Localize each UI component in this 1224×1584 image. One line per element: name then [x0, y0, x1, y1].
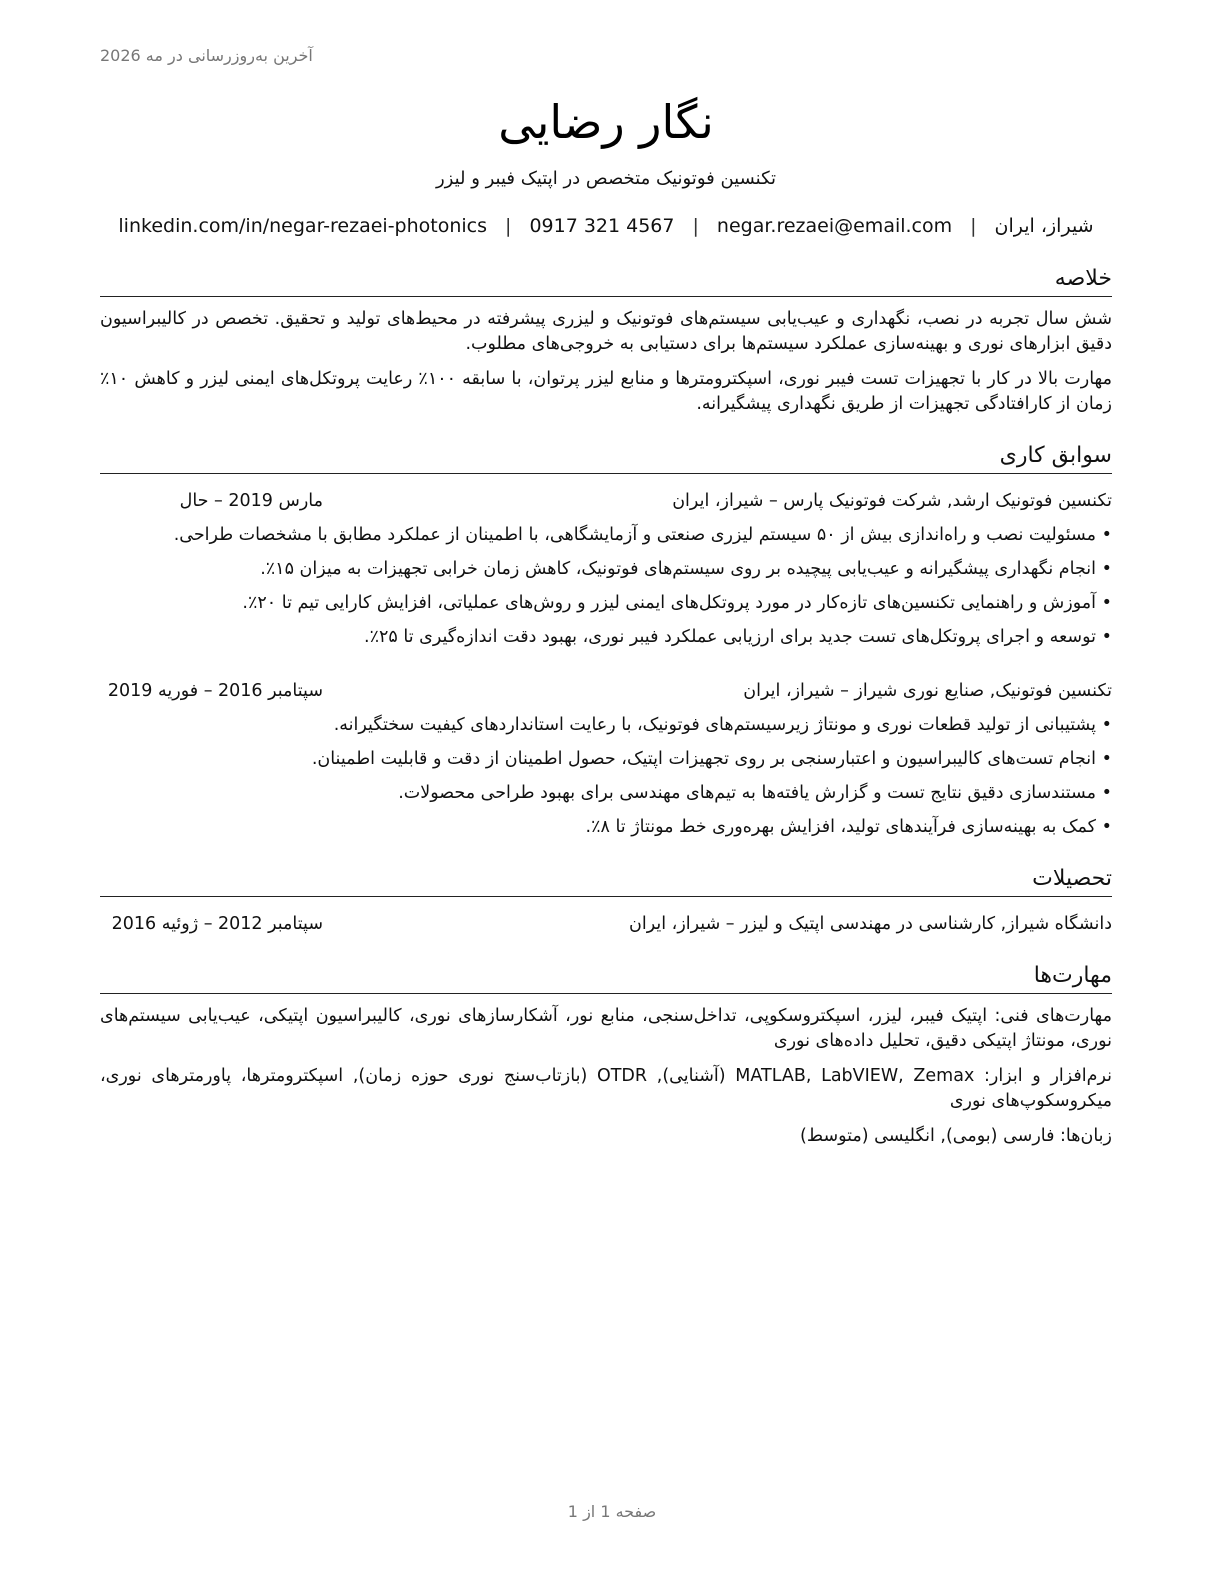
contact-email[interactable]: negar.rezaei@email.com	[716, 215, 953, 237]
contact-separator: |	[692, 215, 699, 237]
last-updated-note: آخرین به‌روزرسانی در مه 2026	[100, 46, 313, 65]
job-bullet: • توسعه و اجرای پروتکل‌های تست جدید برای ارزیابی عملکرد فیبر نوری، بهبود دقت اندازه‌گیری تا ۲۵٪.	[100, 624, 1112, 650]
job-bullet: • آموزش و راهنمایی تکنسین‌های تازه‌کار در مورد پروتکل‌های ایمنی لیزر و روش‌های عملیاتی، افزایش کارایی تیم تا ۲۰٪.	[100, 590, 1112, 616]
summary-section-title: خلاصه	[100, 264, 1112, 297]
summary-paragraph: شش سال تجربه در نصب، نگهداری و عیب‌یابی سیستم‌های فوتونیک و لیزری پیشرفته در محیط‌های تولید و تحقیق. تخصص در کالیبراسیون دقیق ابزارهای نوری و بهینه‌سازی عملکرد سیستم‌ها برای دستیابی به خروجی‌های مطلوب.	[100, 309, 1112, 354]
job-title-company: تکنسین فوتونیک, صنایع نوری شیراز – شیراز، ایران	[743, 681, 1112, 701]
job-dates: مارس 2019 – حال	[179, 491, 323, 511]
education-section-title: تحصیلات	[100, 864, 1112, 897]
skills-software: نرم‌افزار و ابزار: MATLAB, LabVIEW, Zemax (آشنایی), OTDR (بازتاب‌سنج نوری حوزه زمان), اسپکترومترها، پاورمترهای نوری، میکروسکوپ‌های نوری	[100, 1066, 1113, 1111]
skills-section-title: مهارت‌ها	[100, 961, 1112, 994]
job-title-subtitle: تکنسین فوتونیک متخصص در اپتیک فیبر و لیزر	[435, 168, 777, 189]
candidate-name: نگار رضایی	[498, 95, 714, 149]
job-bullet: • مسئولیت نصب و راه‌اندازی بیش از ۵۰ سیستم لیزری صنعتی و آزمایشگاهی، با اطمینان از عملکرد مطابق با مشخصات طراحی.	[100, 522, 1112, 548]
contact-separator: |	[970, 215, 977, 237]
summary-paragraph: مهارت بالا در کار با تجهیزات تست فیبر نوری، اسپکترومترها و منابع لیزر پرتوان، با سابقه ۱۰۰٪ رعایت پروتکل‌های ایمنی لیزر و کاهش ۱۰٪ زمان از کارافتادگی تجهیزات از طریق نگهداری پیشگیرانه.	[100, 369, 1112, 414]
contact-line	[100, 212, 1112, 240]
contact-linkedin[interactable]: linkedin.com/in/negar-rezaei-photonics	[118, 215, 488, 237]
contact-location: شیراز، ایران	[994, 215, 1094, 237]
experience-section-title: سوابق کاری	[100, 441, 1112, 474]
education-entry	[100, 911, 1112, 937]
job-bullet: • انجام تست‌های کالیبراسیون و اعتبارسنجی بر روی تجهیزات اپتیک، حصول اطمینان از دقت و قابلیت اطمینان.	[100, 746, 1112, 772]
page-number-footer: صفحه 1 از 1	[567, 1502, 657, 1521]
contact-phone[interactable]: 0917 321 4567	[529, 215, 675, 237]
skills-technical: مهارت‌های فنی: اپتیک فیبر، لیزر، اسپکتروسکوپی، تداخل‌سنجی، منابع نور، آشکارسازهای نوری، کالیبراسیون اپتیکی، عیب‌یابی سیستم‌های نوری، مونتاژ اپتیکی دقیق، تحلیل داده‌های نوری	[100, 1006, 1112, 1051]
education-dates: سپتامبر 2012 – ژوئیه 2016	[111, 914, 323, 934]
job-bullet: • کمک به بهینه‌سازی فرآیندهای تولید، افزایش بهره‌وری خط مونتاژ تا ۸٪.	[100, 814, 1112, 840]
contact-separator: |	[505, 215, 512, 237]
job-header	[100, 488, 1112, 514]
job-bullets	[100, 712, 1112, 840]
resume-page	[100, 90, 1112, 1149]
job-bullets	[100, 522, 1112, 650]
job-header	[100, 678, 1112, 704]
job-bullet: • پشتیبانی از تولید قطعات نوری و مونتاژ زیرسیستم‌های فوتونیک، با رعایت استانداردهای کیفیت سختگیرانه.	[100, 712, 1112, 738]
education-degree: دانشگاه شیراز, کارشناسی در مهندسی اپتیک و لیزر – شیراز، ایران	[629, 914, 1112, 934]
job-dates: سپتامبر 2016 – فوریه 2019	[107, 681, 323, 701]
skills-languages: زبان‌ها: فارسی (بومی), انگلیسی (متوسط)	[800, 1126, 1112, 1146]
job-title-company: تکنسین فوتونیک ارشد, شرکت فوتونیک پارس – شیراز، ایران	[672, 491, 1112, 511]
job-bullet: • مستندسازی دقیق نتایج تست و گزارش یافته‌ها به تیم‌های مهندسی برای بهبود طراحی محصولات.	[100, 780, 1112, 806]
job-bullet: • انجام نگهداری پیشگیرانه و عیب‌یابی پیچیده بر روی سیستم‌های فوتونیک، کاهش زمان خرابی تجهیزات به میزان ۱۵٪.	[100, 556, 1112, 582]
